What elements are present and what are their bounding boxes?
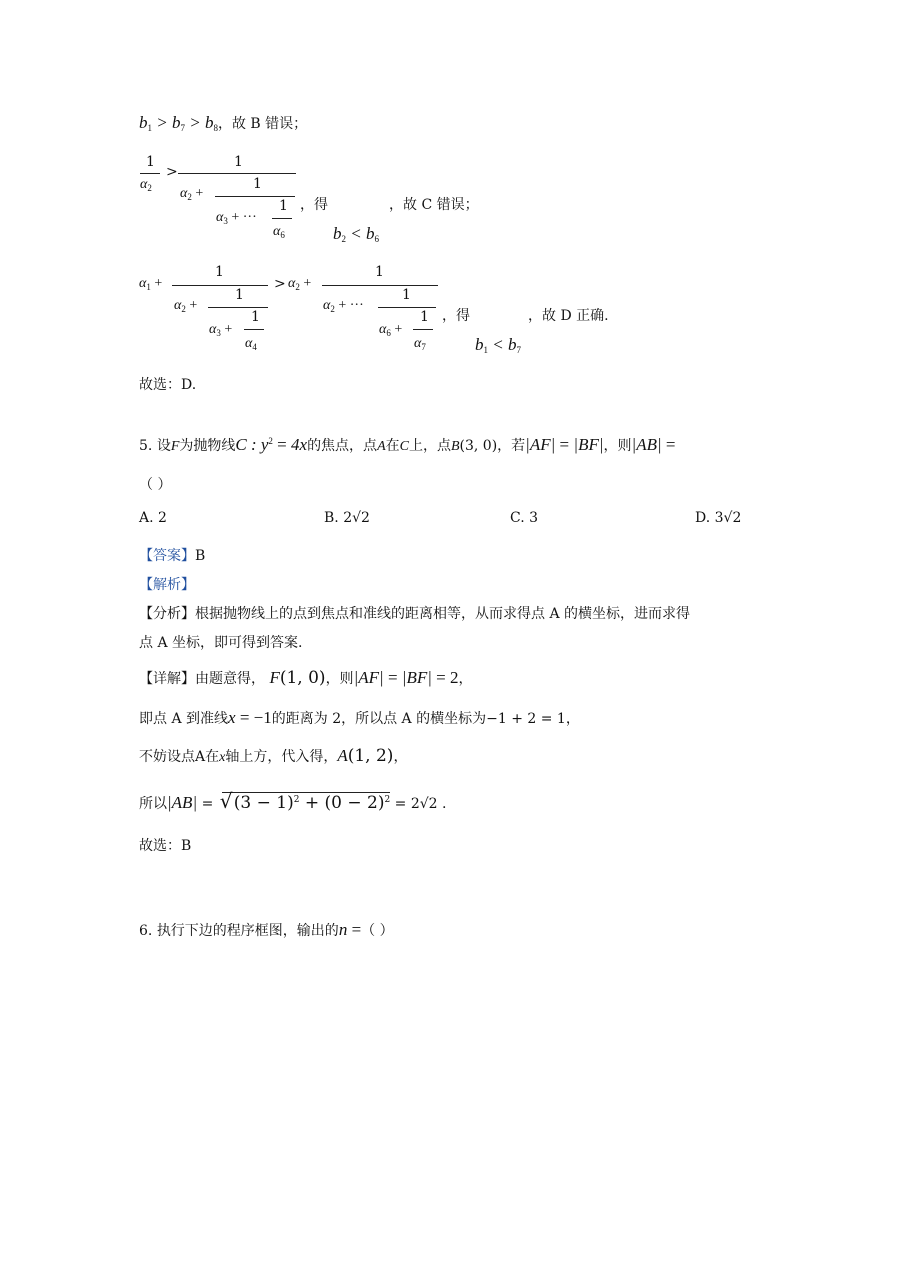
choose-d: 故选：D. — [139, 377, 197, 393]
fenxi-line-1: 【分析】根据抛物线上的点到焦点和准线的距离相等，从而求得点 A 的横坐标，进而求得 — [139, 606, 691, 622]
option-d: D. 3√2 — [695, 510, 742, 526]
analysis-tag: 【解析】 — [139, 577, 195, 593]
option-a: A. 2 — [139, 510, 167, 526]
option-b: B. 2√2 — [324, 510, 370, 526]
line-c-text: ，故 C 错误； — [389, 197, 479, 213]
question-6: 6. 执行下边的程序框图，输出的n =（ ） — [139, 920, 394, 939]
question-5-stem: 5. 设F为抛物线C : $y^2 = 4x$的焦点，点A在C上，点B(3, 0)，若|AF| = |BF|，则|AB| = — [139, 435, 676, 454]
fenxi-line-2: 点 A 坐标，即可得到答案. — [139, 635, 303, 651]
line-c-get: ，得 — [300, 197, 328, 213]
detail-line: 【详解】由题意得， F(1, 0)，则|AF| = |BF| = 2， — [139, 668, 473, 688]
line-d-get: ，得 — [442, 308, 470, 324]
line-d-result: $b_1 < b_7$ — [475, 335, 521, 355]
option-c: C. 3 — [510, 510, 539, 526]
line-b-text: ，故 B 错误； — [217, 116, 308, 132]
step-3: 不妨设点A在x轴上方，代入得，A(1, 2)， — [139, 746, 408, 766]
line-b-compare: $b_1 > b_7 > b_8$，故 B 错误； — [139, 113, 308, 133]
question-5-paren: （ ） — [139, 477, 172, 493]
line-d-text: ，故 D 正确. — [528, 308, 609, 324]
line-c-result: $b_2 < b_6$ — [333, 224, 379, 244]
step-2: 即点 A 到准线x = −1的距离为 2，所以点 A 的横坐标为−1 + 2 = 1， — [139, 708, 580, 727]
answer-line: 【答案】B — [139, 548, 206, 564]
step-4: 所以|AB| = √ $(3 - 1)^2 + (0 - 2)^2 = 2√2$ . — [139, 789, 447, 813]
choose-b: 故选：B — [139, 838, 192, 854]
